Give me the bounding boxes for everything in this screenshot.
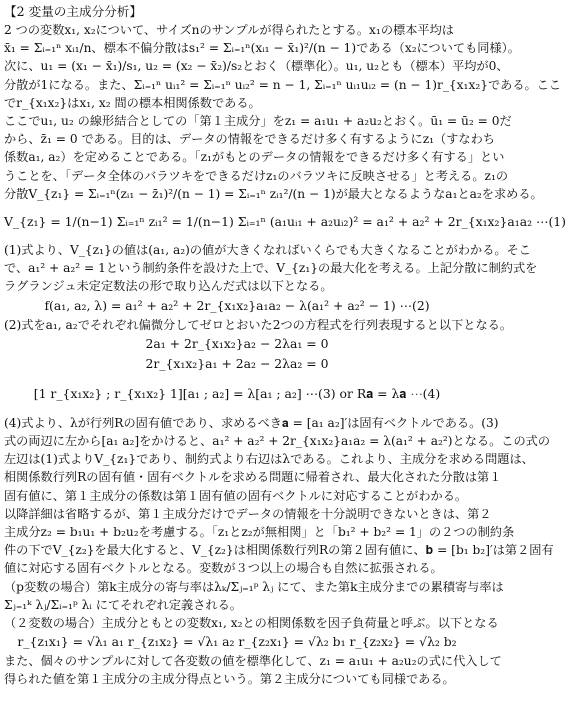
text-line: 分散V_{z₁} = Σᵢ₌₁ⁿ(zᵢ₁ − z̄₁)²/(n − 1) = Σᵢ₌₁ⁿ zᵢ₁²/(n − 1)が最大となるようなa₁とa₂を求める。 — [4, 186, 543, 201]
paragraph-scores — [4, 652, 502, 688]
section-heading: 【2 変量の主成分分析】 — [4, 4, 142, 19]
text-line: で、a₁² + a₂² = 1という制約条件を設けた上で、V_{z₁}の最大化を考える。上記分散に制約式を — [4, 261, 538, 276]
paragraph-eigen — [4, 414, 554, 632]
equation-loadings: r_{z₁x₁} = √λ₁ a₁ r_{z₁x₂} = √λ₁ a₂ r_{z₂x₁} = √λ₂ b₁ r_{z₂x₂} = √λ₂ b₂ — [17, 634, 457, 650]
paragraph-constraint — [4, 241, 538, 296]
equation-3a: 2a₁ + 2r_{x₁x₂}a₂ − 2λa₁ = 0 — [145, 335, 329, 351]
text-line: 件の下でV_{z₂}を最大化すると、V_{z₂}は相関係数行列Rの第２固有値に、𝐛 = [b₁ b₂]′は第２固有 — [4, 543, 554, 558]
text-line: （p変数の場合）第k主成分の寄与率はλₖ/Σⱼ₌₁ᵖ λⱼ にて、また第k主成分までの累積寄与率は — [4, 579, 504, 594]
equation-2: f(a₁, a₂, λ) = a₁² + a₂² + 2r_{x₁x₂}a₁a₂ − λ(a₁² + a₂² − 1) ⋯(2) — [44, 297, 430, 313]
text-line: (4)式より、λが行列Rの固有値であり、求めるべき𝐚 = [a₁ a₂]′は固有ベクトルである。(3) — [4, 415, 499, 430]
text-line: また、個々のサンプルに対して各変数の値を標準化して、z₁ = a₁u₁ + a₂u₂の式に代入して — [4, 654, 502, 669]
equation-1: V_{z₁} = 1/(n−1) Σᵢ₌₁ⁿ zᵢ₁² = 1/(n−1) Σᵢ₌₁ⁿ (a₁uᵢ₁ + a₂uᵢ₂)² = a₁² + a₂² + 2r_{x₁x₂}a₁a₂ ⋯(1) — [4, 214, 566, 230]
text-line: 主成分z₂ = b₁u₁ + b₂u₂を考慮する。「z₁とz₂が無相関」と「b₁² + b₂² = 1」の２つの制約条 — [4, 525, 515, 540]
equation-3b: 2r_{x₁x₂}a₁ + 2a₂ − 2λa₂ = 0 — [145, 355, 329, 371]
text-line: (2)式をa₁, a₂でそれぞれ偏微分してゼロとおいた2つの方程式を行列表現すると以下となる。 — [4, 317, 513, 332]
text-line: うことを、「データ全体のバラツキをできるだけz₁のバラツキに反映させる」と考える。z₁の — [4, 168, 509, 183]
text-line: x̄₁ = Σᵢ₌₁ⁿ xᵢ₁/n、標本不偏分散はs₁² = Σᵢ₌₁ⁿ(xᵢ₁ − x̄₁)²/(n − 1)である（x₂についても同様）。 — [4, 41, 520, 56]
text-line: 以降詳細は省略するが、第１主成分だけでデータの情報を十分説明できないときは、第２ — [4, 506, 492, 521]
text-line: 左辺は(1)式よりV_{z₁}であり、制約式より右辺はλである。これより、主成分を求める問題は、 — [4, 452, 534, 467]
text-line: 次に、u₁ = (x₁ − x̄₁)/s₁, u₂ = (x₂ − x̄₂)/s₂とおく（標準化）。u₁, u₂とも（標本）平均が0、 — [4, 59, 509, 74]
text-line: (1)式より、V_{z₁}の値は(a₁, a₂)の値が大きくなればいくらでも大きくなることがわかる。そこ — [4, 243, 531, 258]
text-line: （２変数の場合）主成分ともとの変数x₁, x₂との相関係数を因子負荷量と呼ぶ。以下となる — [4, 616, 499, 631]
text-line: 式の両辺に左から[a₁ a₂]をかけると、a₁² + a₂² + 2r_{x₁x₂}a₁a₂ = λ(a₁² + a₂²)となる。この式の — [4, 434, 551, 449]
text-line: 分散が1になる。また、Σᵢ₌₁ⁿ uᵢ₁² = Σᵢ₌₁ⁿ uᵢ₂² = n − 1, Σᵢ₌₁ⁿ uᵢ₁uᵢ₂ = (n − 1)r_{x₁x₂}である。ここ — [4, 77, 562, 92]
text-line: 相関係数行列Rの固有値・固有ベクトルを求める問題に帰着され、最大化された分散は第１ — [4, 470, 502, 485]
text-line: ラグランジュ未定定数法の形で取り込んだ式は以下となる。 — [4, 279, 333, 294]
text-line: 係数a₁, a₂）を定めることである。「z₁がもとのデータの情報をできるだけ多く有する」とい — [4, 150, 505, 165]
text-line: 値に対応する固有ベクトルとなる。変数が３つ以上の場合も自然に拡張される。 — [4, 561, 443, 576]
text-line: ここでu₁, u₂ の線形結合としての「第１主成分」をz₁ = a₁u₁ + a₂u₂とおく。ū₁ = ū₂ = 0だ — [4, 114, 512, 129]
text-line: 2 つの変数x₁, x₂について、サイズnのサンプルが得られたとする。x₁の標本平均は — [4, 23, 454, 37]
text-line: Σⱼ₌₁ᵏ λⱼ/Σᵢ₌₁ᵖ λᵢ にてそれぞれ定義される。 — [4, 597, 242, 612]
text-line: 固有値に、第１主成分の係数は第１固有値の固有ベクトルに対応することがわかる。 — [4, 488, 468, 503]
text-line: でr_{x₁x₂}はx₁, x₂ 間の標本相関係数である。 — [4, 95, 261, 110]
matrix-equation: [1 r_{x₁x₂} ; r_{x₁x₂} 1][a₁ ; a₂] = λ[a₁ ; a₂] ⋯(3) or R𝐚 = λ𝐚 ⋯(4) — [33, 385, 441, 401]
text-line: から、z̄₁ = 0 である。目的は、データの情報をできるだけ多く有するようにz₁（すなわち — [4, 132, 495, 147]
text-line: 得られた値を第１主成分の主成分得点という。第２主成分についても同様である。 — [4, 672, 455, 687]
paragraph-intro — [4, 21, 562, 203]
